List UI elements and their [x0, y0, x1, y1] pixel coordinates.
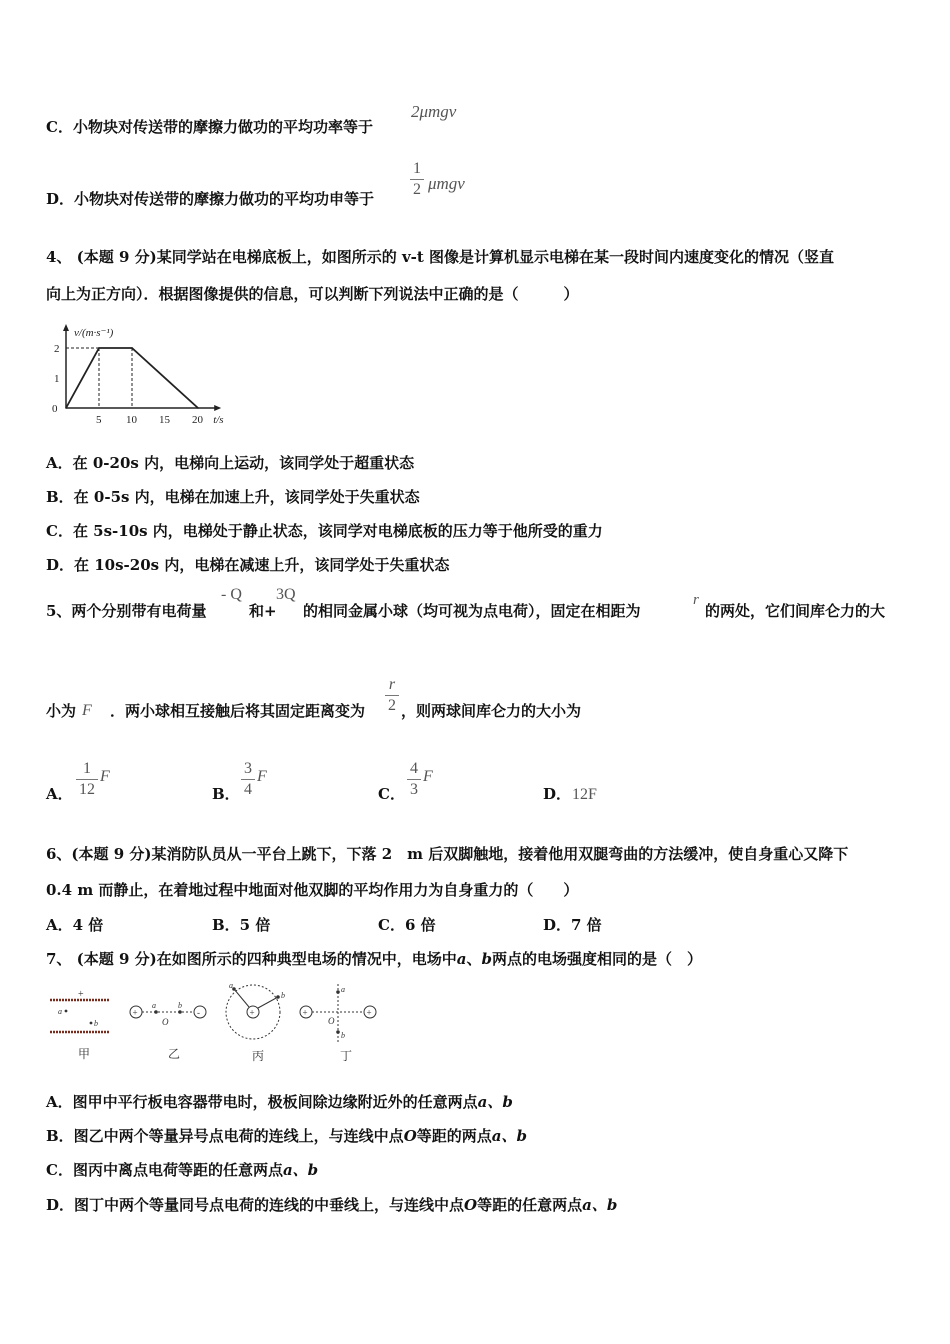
q5-tail: 的两处，它们间库仑力的大: [705, 602, 886, 620]
q5-stem-line2c: ，则两球间库仑力的大小为: [401, 702, 582, 720]
q5-option-c-fraction: 4 3: [407, 760, 421, 799]
figure-label-bing: 丙: [252, 1049, 265, 1063]
x-axis-arrow: [214, 405, 221, 411]
x-tick-label: 10: [126, 414, 137, 426]
vt-graph: [44, 318, 234, 430]
q5-stem-line2b: ．两小球相互接触后将其固定距离变为: [110, 702, 366, 720]
q6-stem-line2: 0.4 m 而静止，在着地过程中地面对他双脚的平均作用力为自身重力的（ ）: [46, 881, 579, 899]
q5-fraction: r 2: [385, 676, 399, 715]
q5-charge-pos: 3Q: [276, 586, 296, 603]
svg-text:b: b: [178, 1001, 182, 1010]
q5-option-a-label: A．: [46, 785, 73, 803]
q6-option-c: C．6 倍: [378, 916, 436, 934]
y-tick-label: 2: [54, 343, 60, 355]
q3-option-d-math: μmgv: [428, 174, 465, 193]
q6-option-b: B．5 倍: [212, 916, 271, 934]
figure-label-jia: 甲: [78, 1047, 91, 1061]
svg-text:a: a: [341, 985, 345, 994]
q5-option-b-fraction: 3 4: [241, 760, 255, 799]
q5-F: F: [82, 702, 92, 719]
q5-stem-line2a: 小为: [46, 702, 77, 720]
q4-option-a: A．在 0-20s 内，电梯向上运动，该同学处于超重状态: [46, 454, 415, 472]
y-tick-label: 1: [54, 373, 60, 385]
figure-bing: [226, 981, 285, 1039]
data-point: [65, 407, 67, 409]
figure-label-ding: 丁: [340, 1049, 353, 1063]
svg-text:+: +: [132, 1007, 138, 1018]
data-point: [98, 347, 100, 349]
q5-option-b-label: B．: [212, 785, 240, 803]
data-point: [197, 407, 199, 409]
q5-option-a-fraction: 1 12: [76, 760, 98, 799]
q6-stem-line1: 6、(本题 9 分)某消防队员从一平台上跳下，下落 2 m 后双脚触地，接着他用双腿弯曲的方法缓冲，使自身重心又降下: [46, 845, 849, 863]
q4-option-b: B．在 0-5s 内，电梯在加速上升，该同学处于失重状态: [46, 488, 420, 506]
figure-jia: [50, 989, 110, 1032]
q4-stem-line2: 向上为正方向）．根据图像提供的信息，可以判断下列说法中正确的是（ ）: [46, 285, 579, 303]
x-tick-label: 5: [96, 414, 102, 426]
q4-option-d: D．在 10s-20s 内，电梯在减速上升，该同学处于失重状态: [46, 556, 450, 574]
q3-option-c-math: 2μmgv: [411, 102, 457, 121]
q5-option-c-label: C．: [378, 785, 405, 803]
q5-option-d-value: 12F: [572, 786, 597, 803]
svg-text:b: b: [94, 1019, 98, 1028]
q3-option-d-fraction: 1 2: [410, 160, 424, 199]
data-point: [131, 347, 133, 349]
figure-yi: [130, 1001, 206, 1027]
q7-option-d: D．图丁中两个等量同号点电荷的连线的中垂线上，与连线中点O等距的任意两点a、b: [46, 1196, 618, 1214]
q5-option-b-F: F: [257, 768, 267, 785]
svg-text:+: +: [249, 1007, 255, 1018]
x-axis-label: t/s: [213, 414, 224, 426]
svg-text:b: b: [341, 1031, 345, 1040]
q5-r: r: [693, 592, 699, 608]
q6-option-a: A．4 倍: [46, 916, 104, 934]
q5-option-d-label: D．: [543, 785, 572, 803]
q3-option-c: C．小物块对传送带的摩擦力做功的平均功率等于: [46, 118, 373, 136]
electric-field-figures: [44, 980, 384, 1066]
svg-text:+: +: [366, 1007, 372, 1018]
svg-text:+: +: [302, 1007, 308, 1018]
q3-option-d: D．小物块对传送带的摩擦力做功的平均功申等于: [46, 190, 375, 208]
q6-option-d: D．7 倍: [543, 916, 602, 934]
q4-stem-line1: 4、 (本题 9 分)某同学站在电梯底板上，如图所示的 v-t 图像是计算机显示电梯在某一段时间内速度变化的情况（竖直: [46, 248, 835, 266]
q4-option-c: C．在 5s-10s 内，电梯处于静止状态，该同学对电梯底板的压力等于他所受的重力: [46, 522, 603, 540]
svg-text:O: O: [162, 1017, 169, 1027]
figure-ding: [300, 984, 376, 1042]
q5-and: 和+: [249, 602, 277, 620]
x-tick-label: 0: [52, 403, 58, 415]
svg-text:-: -: [197, 1007, 200, 1018]
svg-text:b: b: [281, 991, 285, 1000]
svg-text:O: O: [328, 1016, 335, 1026]
svg-text:a: a: [152, 1001, 156, 1010]
q7-stem: 7、 (本题 9 分)在如图所示的四种典型电场的情况中，电场中a、b两点的电场强度相同的是（ ）: [46, 950, 703, 968]
y-axis-label: v/(m·s⁻¹): [74, 327, 114, 339]
svg-text:a: a: [58, 1007, 62, 1016]
q7-option-b: B．图乙中两个等量异号点电荷的连线上，与连线中点O等距的两点a、b: [46, 1127, 527, 1145]
q5-option-a-F: F: [100, 768, 110, 785]
x-tick-label: 15: [159, 414, 170, 426]
q5-mid: 的相同金属小球（均可视为点电荷），固定在相距为: [303, 602, 641, 620]
figure-label-yi: 乙: [168, 1047, 181, 1061]
svg-text:+: +: [78, 989, 84, 1000]
q5-stem-line1: 5、两个分别带有电荷量: [46, 602, 207, 620]
q5-option-c-F: F: [423, 768, 433, 785]
q7-option-a: A．图甲中平行板电容器带电时，极板间除边缘附近外的任意两点a、b: [46, 1093, 513, 1111]
svg-text:a: a: [229, 981, 233, 990]
q5-charge-neg: - Q: [221, 586, 242, 603]
q7-option-c: C．图丙中离点电荷等距的任意两点a、b: [46, 1161, 319, 1179]
y-axis-arrow: [63, 324, 69, 331]
x-tick-label: 20: [192, 414, 203, 426]
